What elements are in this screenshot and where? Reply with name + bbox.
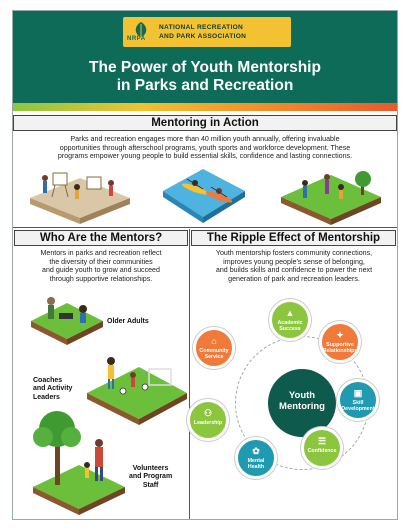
brain-icon: ✿ bbox=[252, 446, 260, 456]
ripple-line: and builds skills and confidence to power the next bbox=[215, 266, 373, 275]
ripple-petal bbox=[319, 321, 361, 363]
ripple-petal bbox=[337, 379, 379, 421]
role-label-coaches bbox=[33, 377, 72, 402]
section-heading-ripple: The Ripple Effect of Mentorship bbox=[191, 230, 396, 246]
chess-illustration bbox=[27, 291, 107, 345]
role-line: Coaches bbox=[33, 377, 63, 384]
podium-icon: ☰ bbox=[317, 436, 327, 446]
petal-label: Supportive bbox=[326, 342, 354, 348]
mentors-line: through supportive relationships. bbox=[49, 274, 153, 283]
color-band bbox=[13, 103, 397, 111]
mentors-line: Mentors in parks and recreation reflect bbox=[40, 249, 162, 257]
hub-line: Youth bbox=[288, 390, 316, 401]
hub-line: Mentoring bbox=[279, 401, 325, 412]
graduation-cap-icon: ▲ bbox=[285, 308, 295, 318]
column-divider bbox=[189, 229, 190, 519]
ripple-line: Youth mentorship fosters community connections, bbox=[215, 249, 373, 257]
action-paragraph bbox=[17, 135, 393, 161]
kayaking-illustration bbox=[153, 161, 253, 227]
mentors-line: and guide youth to grow and succeed bbox=[42, 266, 160, 275]
role-label-older-adults bbox=[107, 318, 149, 326]
header-banner bbox=[13, 11, 397, 111]
ripple-petal bbox=[269, 299, 311, 341]
mentors-paragraph bbox=[17, 249, 185, 283]
role-line: Leaders bbox=[33, 393, 60, 401]
page-title-line1: The Power of Youth Mentorship bbox=[89, 59, 321, 76]
nrpa-logo bbox=[123, 17, 291, 47]
ripple-petal bbox=[301, 427, 343, 469]
section-heading-action: Mentoring in Action bbox=[13, 115, 397, 131]
group-icon: ⚇ bbox=[203, 408, 213, 418]
section-divider bbox=[13, 227, 397, 228]
mentors-line: the diversity of their communities bbox=[49, 257, 153, 266]
petal-label: Leadership bbox=[193, 420, 223, 426]
toolbox-icon: ▣ bbox=[353, 388, 363, 398]
petal-label: Skill bbox=[352, 400, 364, 406]
petal-label: Service bbox=[204, 354, 224, 360]
ripple-petal bbox=[235, 437, 277, 479]
petal-label: Community bbox=[199, 348, 229, 354]
action-line: programs empower young people to build essential skills, confidence and lasting connections. bbox=[57, 152, 353, 161]
page-title-line2: in Parks and Recreation bbox=[116, 77, 294, 94]
role-line: Volunteers bbox=[132, 465, 169, 472]
community-icon: ⌂ bbox=[211, 336, 217, 346]
action-line: opportunities through afterschool programs, youth sports and workforce development. These bbox=[59, 143, 351, 152]
ripple-petal bbox=[187, 399, 229, 441]
infographic bbox=[12, 10, 398, 520]
petal-label: Mental bbox=[247, 458, 265, 464]
petal-label: Development bbox=[341, 406, 375, 412]
ripple-petal bbox=[193, 327, 235, 369]
petal-label: Health bbox=[247, 464, 265, 470]
org-name-line1: NATIONAL RECREATION bbox=[159, 24, 244, 31]
ripple-line: improves young people's sense of belonging, bbox=[223, 257, 365, 266]
ripple-paragraph bbox=[193, 249, 395, 283]
role-line: and Activity bbox=[33, 385, 73, 393]
action-line: Parks and recreation engages more than 40 million youth annually, offering invaluable bbox=[70, 135, 340, 143]
petal-label: Relationships bbox=[322, 348, 358, 354]
ripple-line: generation of park and recreation leaders. bbox=[228, 274, 360, 283]
petal-label: Success bbox=[279, 326, 301, 332]
role-line: Staff bbox=[142, 481, 159, 489]
petal-label: Confidence bbox=[307, 448, 337, 454]
role-line: Older Adults bbox=[107, 318, 149, 325]
section-heading-mentors: Who Are the Mentors? bbox=[14, 230, 188, 246]
role-label-volunteers bbox=[129, 465, 172, 490]
role-line: and Program bbox=[129, 473, 173, 481]
logo-mark-text: NRPA bbox=[127, 36, 146, 42]
petal-label: Academic bbox=[277, 320, 303, 326]
nature-walk-illustration bbox=[275, 161, 385, 227]
art-class-illustration bbox=[25, 163, 135, 225]
volunteer-garden-illustration bbox=[29, 407, 129, 517]
org-name-line2: AND PARK ASSOCIATION bbox=[159, 33, 247, 40]
handshake-icon: ✦ bbox=[336, 330, 344, 340]
